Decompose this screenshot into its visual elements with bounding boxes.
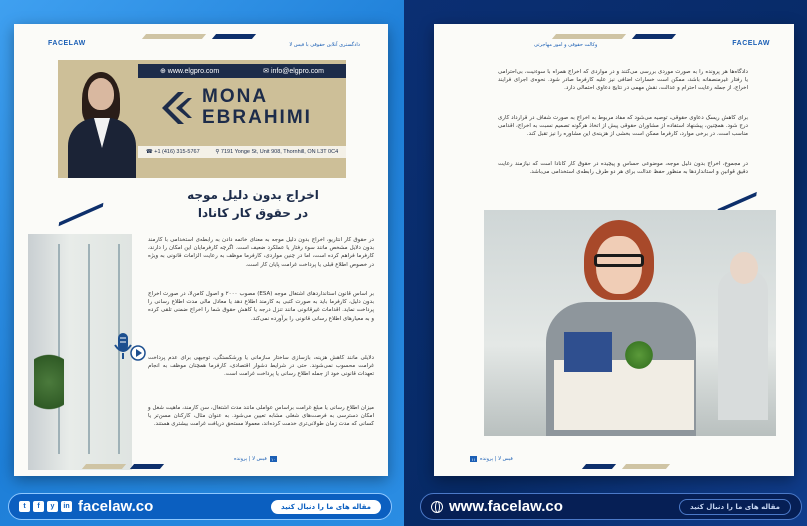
podcast-mic-icon[interactable] [112,329,148,365]
footer-website-link[interactable]: facelaw.co [78,498,154,515]
linkedin-icon[interactable]: in [61,501,72,512]
page-number: فیس لا | پرونده ۱۰ [234,456,276,462]
right-panel [404,0,807,526]
brand-label: FACELAW [732,40,770,47]
header-subtitle: دادگستری آنلاین حقوقی با فیس لا [289,42,360,48]
decor-stripe [59,203,104,227]
page-number: ۱۱ فیس لا | پرونده [471,456,513,462]
decor-stripe [582,464,616,469]
facebook-icon[interactable]: f [33,501,44,512]
article-paragraph: در مجموع، اخراج بدون دلیل موجه، موضوعی حساس و پیچیده در حقوق کار کانادا است که نیازمند رعایت دقیق قوانین و استانداردها به منظور حفظ عدالت برای هر دو طرف رابطه‌ی استخدامی می‌باشد. [498,161,748,176]
article-paragraph: دادگاه‌ها هر پرونده را به صورت موردی بررسی می‌کنند و در مواردی که اخراج همراه با سوءنیت، بی‌احترامی یا رفتار غیرمنصفانه باشد، ممکن است خسارات اضافی نیز علیه کارفرما صادر شود. نحوه‌ی اجرای فرایند اخراج، از جمله رعایت احترام و عدالت، نقش مهمی در نتایج دعاوی احتمالی دارد. [498,69,748,92]
article-paragraph: برای کاهش ریسک دعاوی حقوقی، توصیه می‌شود که مفاد مربوط به اخراج به صورت شفاف در قرارداد کاری درج شود. همچنین، پیشنهاد استفاده از مشاوران حقوقی پیش از اتخاذ هرگونه تصمیم نسبت به اخراج، اقدامی مناسب است. در برخی موارد، کارفرما ممکن است بخشی از هزینه‌ی این مشاوره را نیز تقبل کند. [498,115,748,138]
decor-stripe [212,34,256,39]
right-footer-bar [420,493,802,520]
header-subtitle: وکالت حقوقی و امور مهاجرتی [534,42,598,48]
right-magazine-page [434,24,794,476]
website-text[interactable]: ⊕ www.elgpro.com [159,68,220,75]
decor-stripe [632,34,676,39]
youtube-icon[interactable]: y [47,501,58,512]
follow-articles-button[interactable]: مقاله های ما را دنبال کنید [679,499,791,515]
footer-website-link[interactable]: www.facelaw.co [449,498,563,515]
lawyer-photo [58,60,146,178]
phone-text[interactable]: ☎ +1 (416) 315-5767 [145,149,200,155]
social-links [19,501,72,512]
decor-stripe [622,464,670,469]
twitter-icon[interactable]: t [19,501,30,512]
address-text: ⚲ 7191 Yonge St, Unit 908, Thornhill, ON L3T 0C4 [215,149,339,155]
card-address-bar [138,146,346,158]
left-magazine-page [14,24,388,476]
article-title: اخراج بدون دلیل موجه در حقوق کار کانادا [187,188,319,220]
firm-logo-icon [158,90,194,126]
brand-label: FACELAW [48,40,86,47]
left-footer-bar [8,493,392,520]
decor-stripe [82,464,126,469]
article-paragraph: میزان اطلاع رسانی یا مبلغ غرامت براساس عواملی مانند مدت اشتغال، سن کارمند، ماهیت شغل و امکان دسترسی به فرصت‌های شغلی مشابه تعیین می‌شود. به عنوان مثال، کارکنان مسن‌تر یا کسانی که مدت زمان طولانی‌تری خدمت کرده‌اند، معمولا مستحق دریافت غرامت بیشتری هستند. [148,405,374,428]
decor-stripe [130,464,164,469]
article-paragraph: دلایلی مانند کاهش هزینه، بازسازی ساختار سازمانی یا ورشکستگی، توجیهی برای عدم پرداخت غرامت محسوب نمی‌شوند. حتی در شرایط دشوار اقتصادی، کارفرما همچنان موظف به انجام تعهدات قانونی خود از جمله اطلاع رسانی یا پرداخت غرامت است. [148,355,374,378]
article-paragraph: در حقوق کار انتاریو، اخراج بدون دلیل موجه به معنای خاتمه دادن به رابطه‌ی استخدامی با کارمند بدون دلایل مشخص مانند سوء رفتار یا عملکرد ضعیف است. اگرچه کارفرمایان این امکان را دارند، کارفرما فراهم کرده است، اما در چنین مواردی، کارفرما موظف به رعایت الزامات قانونی به ویژه در خصوص اطلاع قبلی یا پرداخت غرامت پایان کار است. [148,237,374,268]
follow-articles-button[interactable]: مقاله های ما را دنبال کنید [271,500,381,514]
worried-employee-photo [484,210,776,436]
lawyer-name: MONA EBRAHIMI [202,86,312,128]
article-paragraph: بر اساس قانون استانداردهای اشتغال موجه (ESA) مصوب ۲۰۰۰ و اصول کامن‌لا، در صورت اخراج بدون دلیل، کارفرما باید به صورت کتبی به کارمند اطلاع دهد یا معادل مالی مدت اطلاع رسانی را پرداخت نماید. اقدامات غیرقانونی مانند تنزل درجه یا کاهش حقوق شما را اخراج ضمنی تلقی کرده و به معیارهای اطلاع رسانی قانونی را برآورده نمی‌کند. [148,291,374,322]
business-card [58,60,346,178]
decor-stripe [552,34,626,39]
globe-icon [431,501,443,513]
decor-stripe [142,34,206,39]
email-text[interactable]: ✉ info@elgpro.com [263,68,324,75]
card-contact-bar [138,64,346,78]
